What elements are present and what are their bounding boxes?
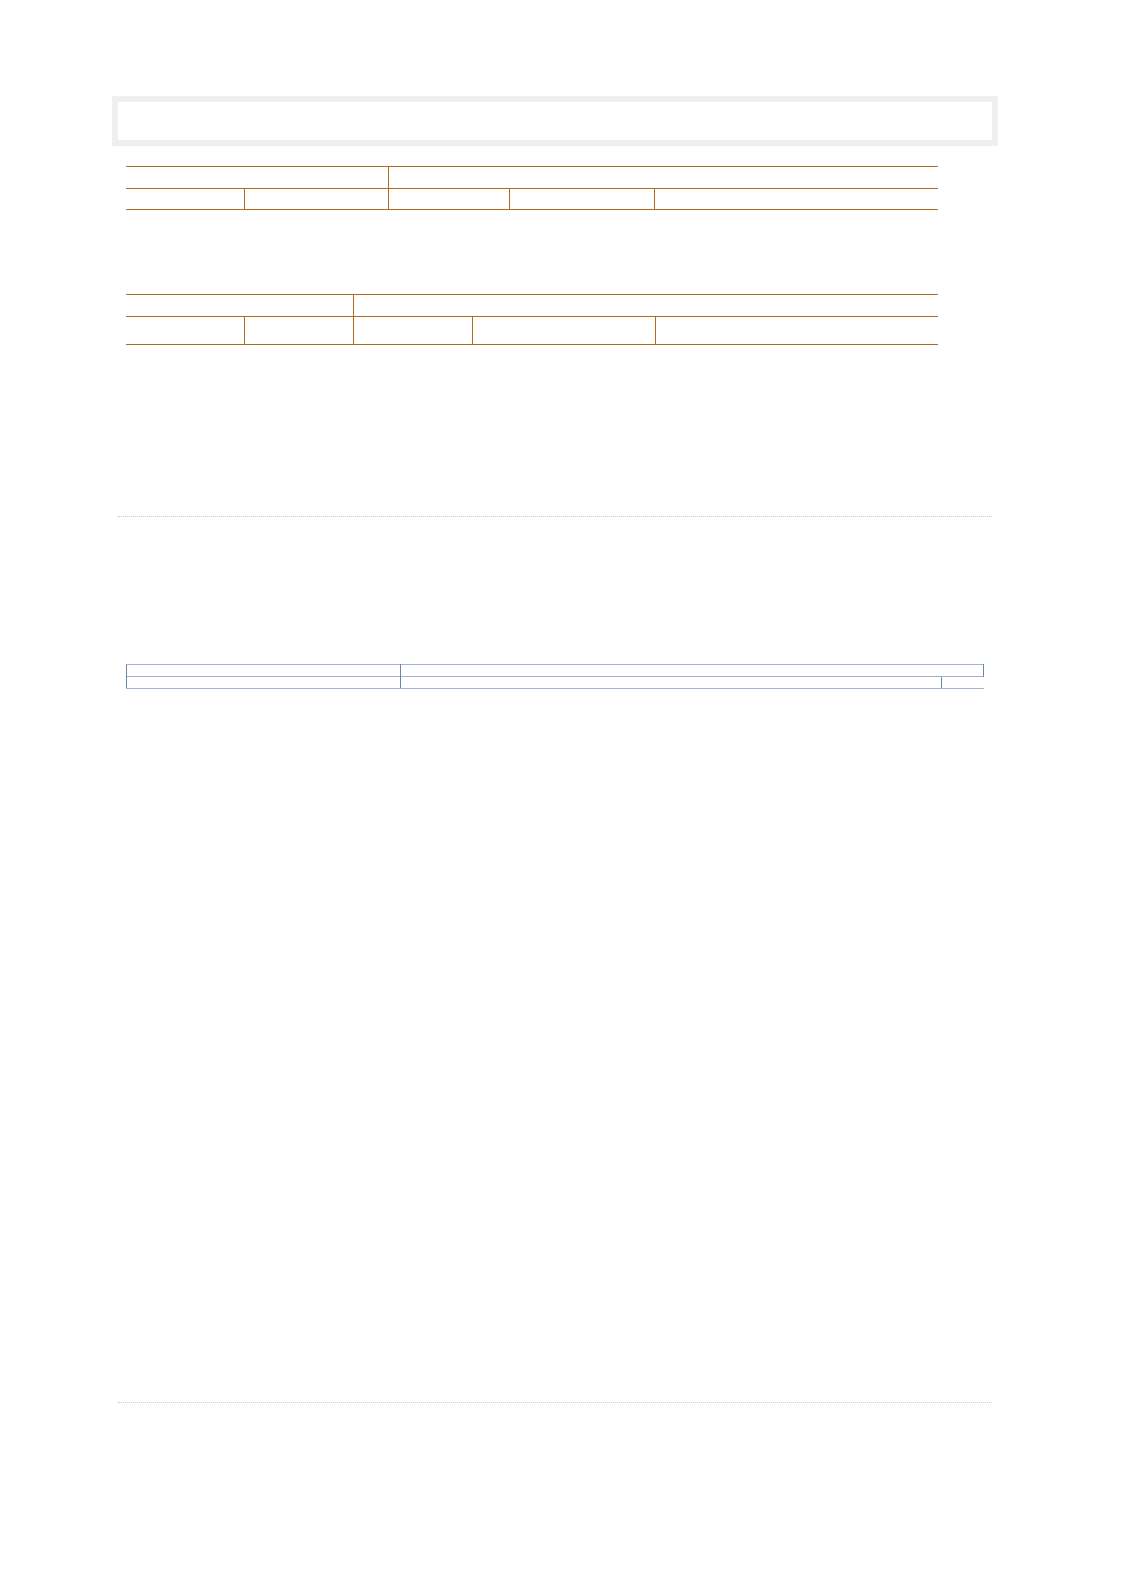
column-header: [467, 677, 547, 689]
column-header: [472, 317, 655, 345]
column-header: [244, 189, 388, 210]
group-header: [353, 295, 655, 317]
header-row: [127, 677, 984, 689]
group-header: [655, 295, 938, 317]
column-header: [792, 189, 938, 210]
section-title-metric: [118, 510, 992, 517]
column-header: [244, 317, 353, 345]
column-header: [174, 677, 249, 689]
column-header: [705, 677, 831, 689]
column-header: [355, 677, 401, 689]
deep-groove-angular-cylindrical-table: [126, 166, 938, 210]
group-header: [654, 167, 938, 189]
column-header: [249, 677, 305, 689]
header-row: [126, 317, 938, 345]
column-header: [655, 317, 774, 345]
page-title: [118, 102, 992, 140]
column-header: [547, 677, 615, 689]
column-header: [126, 189, 244, 210]
group-header: [127, 665, 401, 677]
column-header: [305, 677, 355, 689]
group-header: [401, 665, 984, 677]
group-header: [126, 295, 353, 317]
column-header: [126, 317, 244, 345]
metric-bearing-table: [126, 664, 984, 689]
group-header: [126, 167, 388, 189]
column-header: [509, 189, 654, 210]
column-header: [127, 677, 174, 689]
column-header: [831, 677, 942, 689]
section-title-imperial: [118, 1396, 992, 1403]
column-header: [401, 677, 467, 689]
self-aligning-tapered-table: [126, 294, 938, 345]
column-header: [774, 317, 938, 345]
title-box: [112, 96, 998, 146]
column-header: [615, 677, 705, 689]
group-header: [388, 167, 654, 189]
column-header: [388, 189, 509, 210]
column-header: [654, 189, 792, 210]
column-header: [942, 677, 984, 689]
column-header: [353, 317, 472, 345]
header-row: [126, 189, 938, 210]
